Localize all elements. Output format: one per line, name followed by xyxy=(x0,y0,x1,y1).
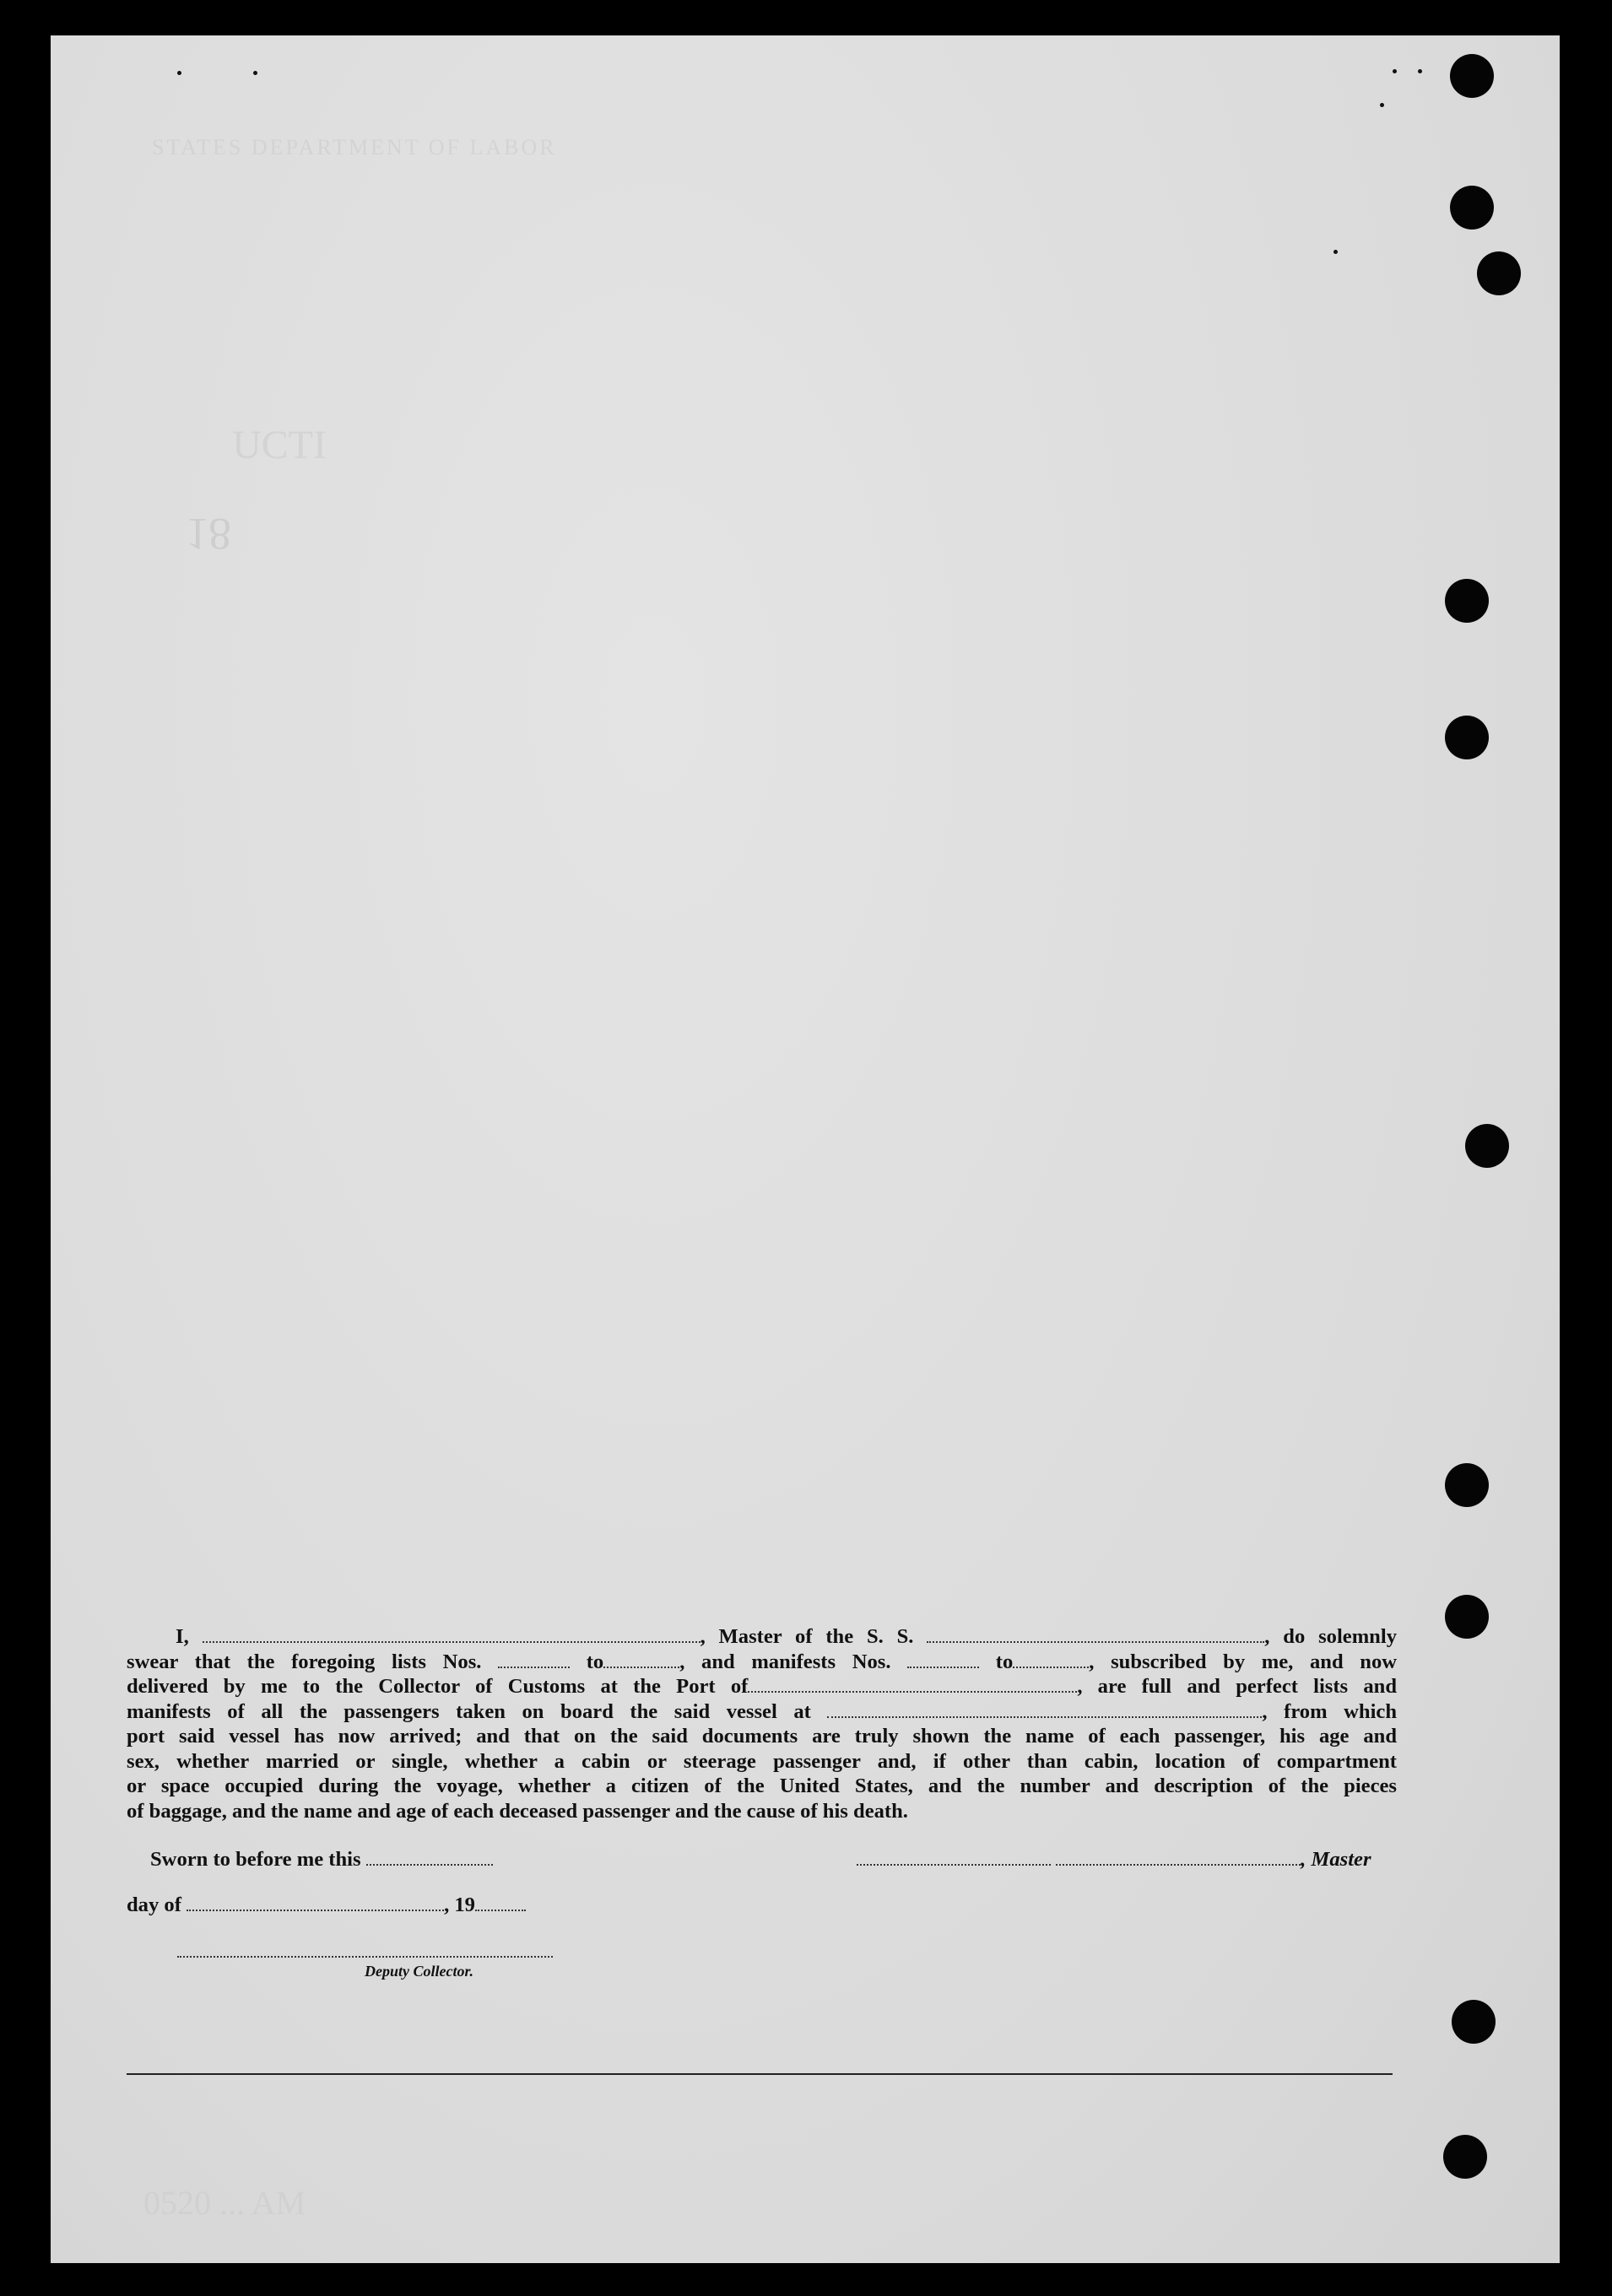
oath-paragraph xyxy=(127,1624,1397,1823)
master-label: , Master xyxy=(1301,1848,1371,1871)
speck xyxy=(177,71,181,75)
binder-hole xyxy=(1445,579,1489,623)
oath-text: swear that the foregoing lists Nos. xyxy=(127,1650,482,1673)
binder-hole xyxy=(1445,1463,1489,1507)
oath-line: or space occupied during the voyage, whether a citizen of the United States, and the number and description of the pieces xyxy=(127,1775,1397,1797)
day-of-line xyxy=(127,1894,526,1917)
faint-header-bleed: STATES DEPARTMENT OF LABOR xyxy=(152,135,557,159)
oath-text: I, xyxy=(176,1625,189,1648)
oath-text: , do solemnly xyxy=(1264,1625,1397,1648)
year-label: , 19 xyxy=(444,1894,475,1916)
binder-hole xyxy=(1477,251,1521,295)
binder-hole xyxy=(1443,2135,1487,2179)
day-of-label: day of xyxy=(127,1894,181,1916)
oath-line: of baggage, and the name and age of each deceased passenger and the cause of his death. xyxy=(127,1799,908,1823)
list-to-blank xyxy=(603,1651,679,1668)
oath-text: to xyxy=(586,1650,604,1673)
speck xyxy=(253,71,257,75)
manifest-to-blank xyxy=(1013,1651,1089,1668)
oath-text: , Master of the S. S. xyxy=(700,1625,914,1648)
deputy-collector-label: Deputy Collector. xyxy=(365,1963,473,1980)
document-sheet xyxy=(51,35,1560,2263)
master-name-blank xyxy=(203,1626,701,1643)
master-signature-blank xyxy=(1056,1849,1301,1866)
sworn-day-blank xyxy=(366,1849,493,1866)
port-blank xyxy=(748,1676,1077,1693)
speck xyxy=(1333,250,1338,254)
speck xyxy=(1380,103,1384,107)
master-signature-line xyxy=(857,1848,1371,1872)
oath-text: delivered by me to the Collector of Customs at the Port of xyxy=(127,1675,749,1698)
faint-stamp-bleed: UCTI xyxy=(232,423,327,467)
oath-line xyxy=(127,1624,1397,1650)
binder-hole xyxy=(1465,1124,1509,1168)
oath-text: manifests of all the passengers taken on board the said vessel at xyxy=(127,1699,811,1723)
binder-hole xyxy=(1450,54,1494,98)
speck xyxy=(1393,69,1397,73)
bottom-rule xyxy=(127,2073,1393,2075)
binder-hole xyxy=(1452,2000,1496,2044)
month-blank xyxy=(187,1894,444,1911)
sworn-label: Sworn to before me this xyxy=(150,1848,361,1871)
departure-port-blank xyxy=(827,1701,1262,1718)
binder-hole xyxy=(1445,716,1489,759)
oath-text: , from which xyxy=(1262,1699,1397,1723)
manifest-from-blank xyxy=(907,1651,979,1668)
oath-text: , and manifests Nos. xyxy=(679,1650,891,1673)
oath-text: , subscribed by me, and now xyxy=(1089,1650,1398,1673)
vessel-name-blank xyxy=(927,1626,1264,1643)
year-blank xyxy=(475,1894,526,1911)
speck xyxy=(1418,69,1422,73)
oath-line xyxy=(127,1650,1397,1675)
oath-line: port said vessel has now arrived; and that on the said documents are truly shown the name of each passenger, his age and xyxy=(127,1725,1397,1748)
sworn-line xyxy=(150,1848,493,1872)
oath-line xyxy=(127,1674,1397,1699)
oath-text: , are full and perfect lists and xyxy=(1077,1675,1398,1698)
binder-hole xyxy=(1450,186,1494,230)
binder-hole xyxy=(1445,1595,1489,1639)
master-signature-blank xyxy=(857,1849,1051,1866)
oath-line: sex, whether married or single, whether a cabin or steerage passenger and, if other than cabin, location of compartment xyxy=(127,1749,1397,1773)
deputy-signature-line xyxy=(177,1956,553,1958)
oath-text: to xyxy=(995,1650,1014,1673)
faint-bottom-bleed: 0520 ... AM xyxy=(143,2184,306,2222)
list-from-blank xyxy=(498,1651,570,1668)
reversed-number-bleed: 18 xyxy=(186,509,231,559)
oath-line xyxy=(127,1699,1397,1725)
